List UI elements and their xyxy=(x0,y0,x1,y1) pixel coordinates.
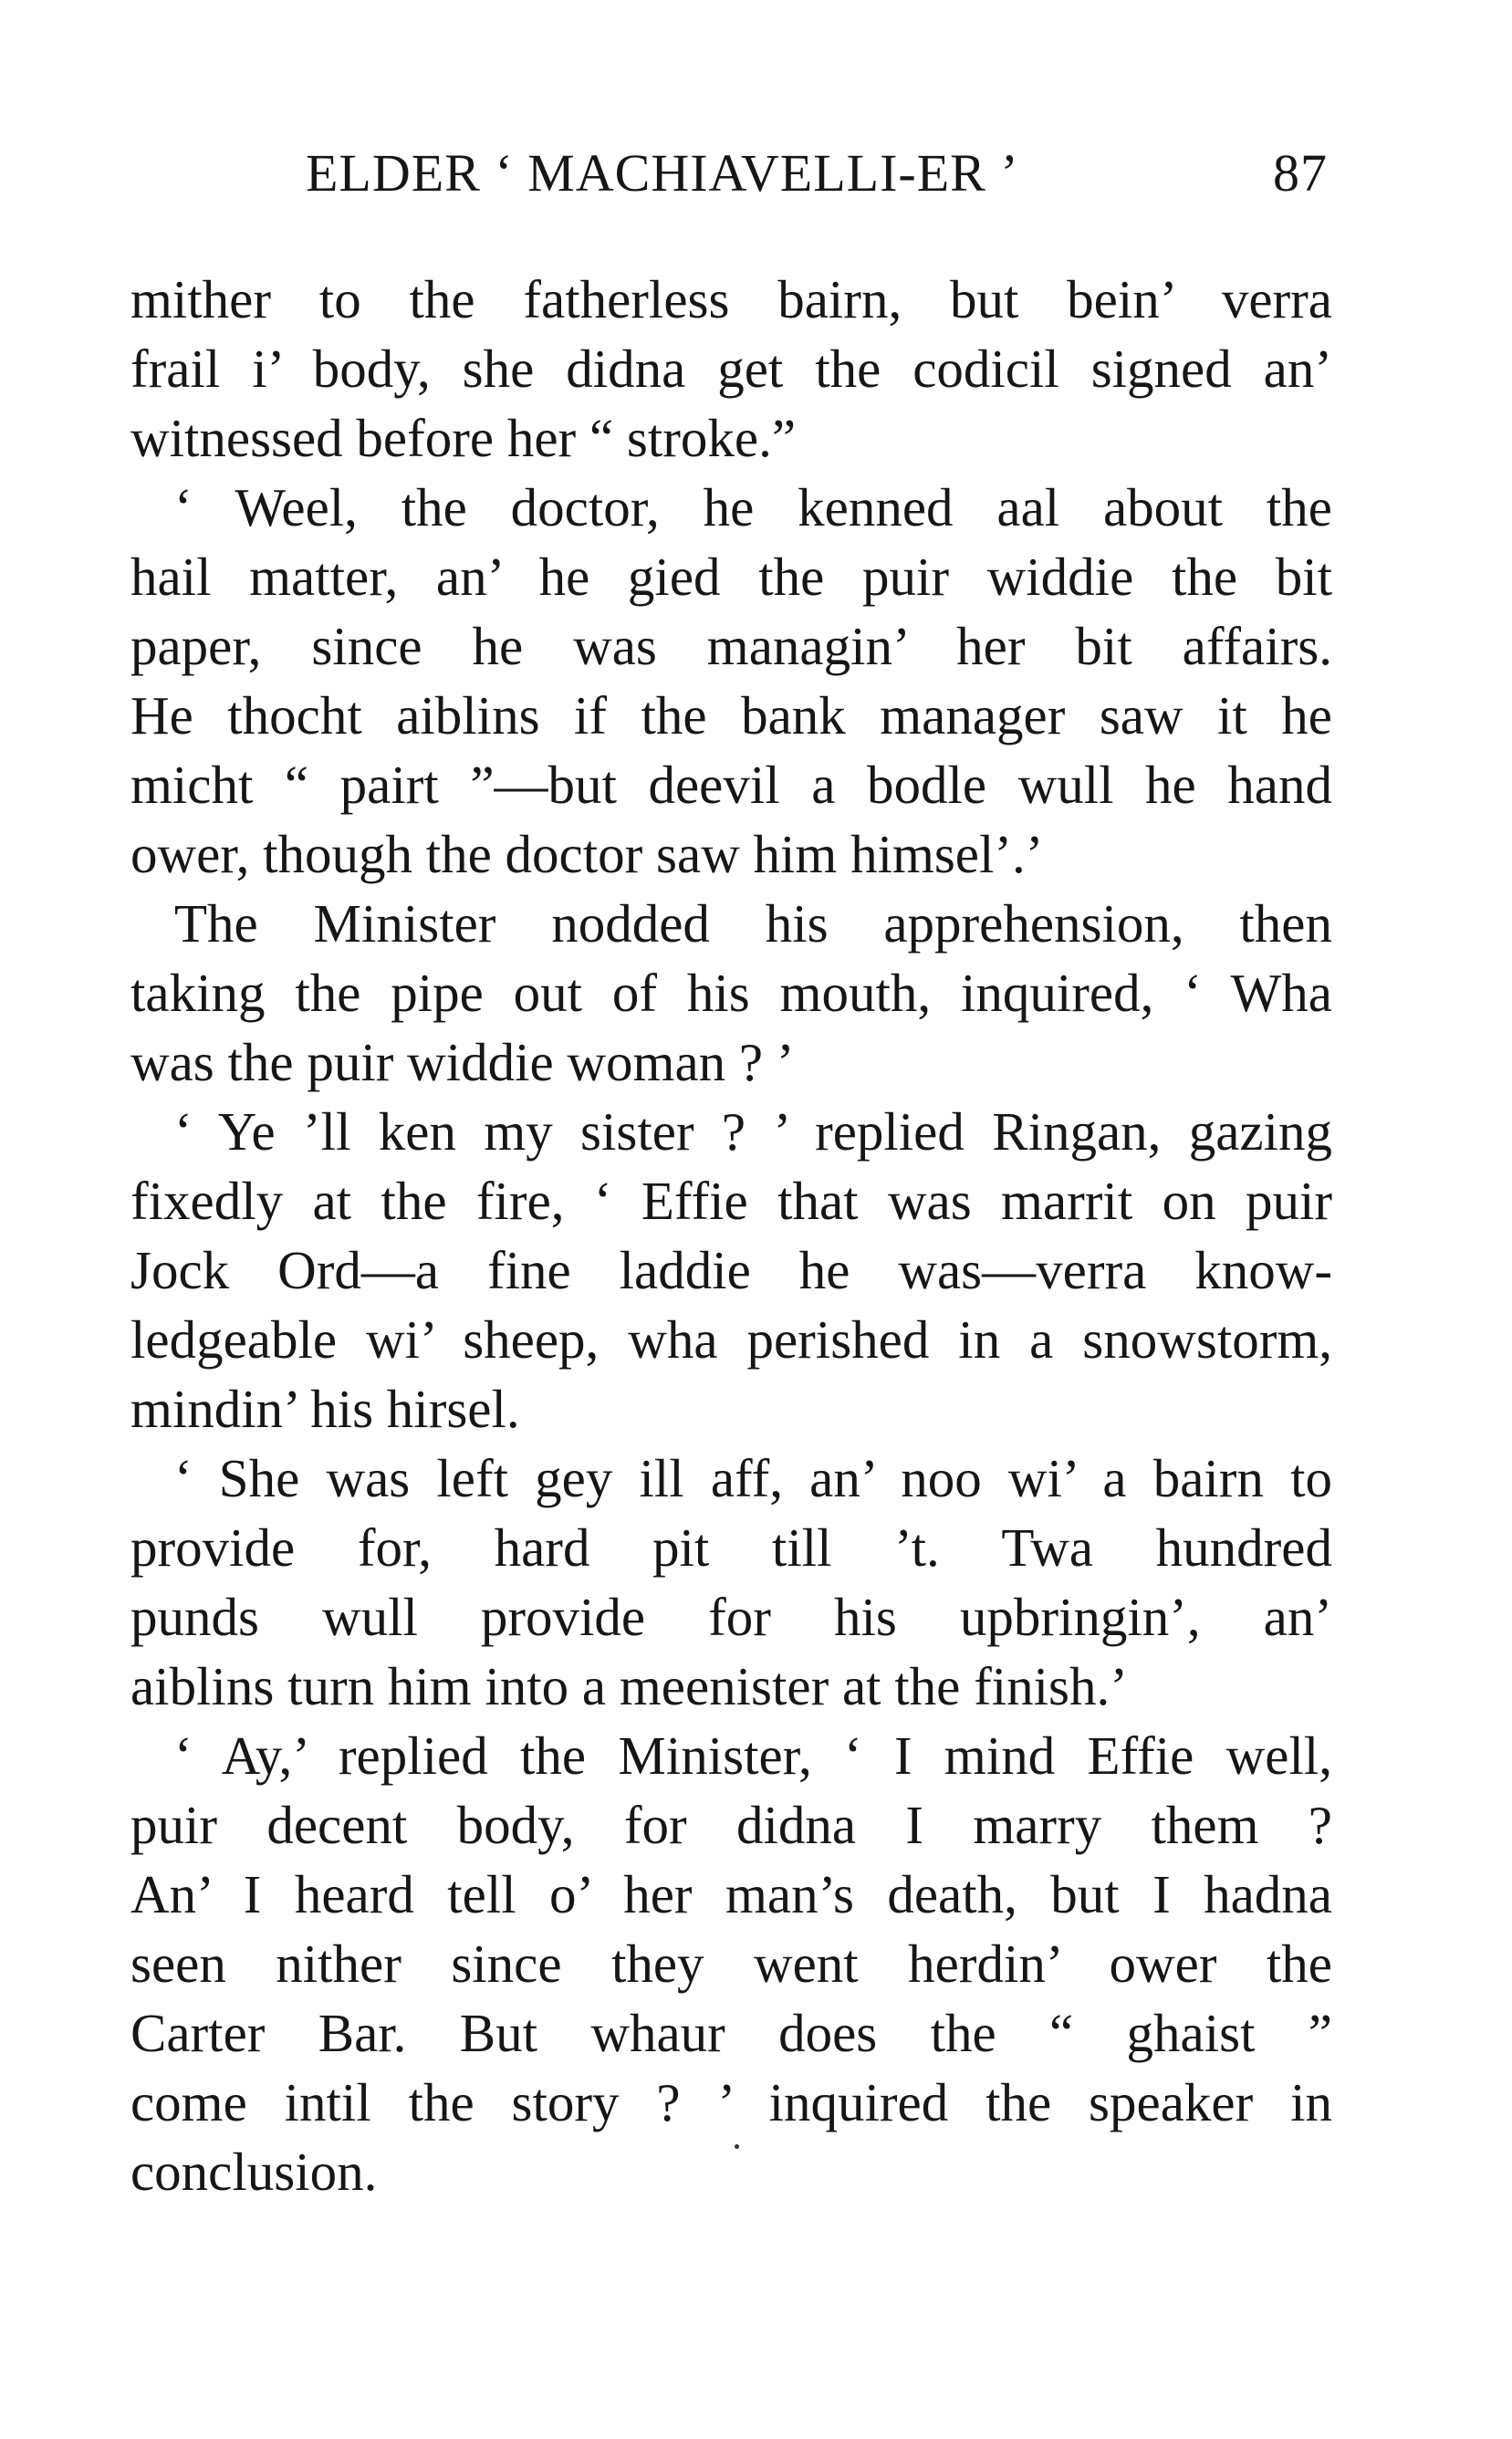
text-line: fixedly at the fire, ‘ Effie that was marrit on puir xyxy=(130,1171,1332,1231)
text-line: Jock Ord—a fine laddie he was—verra know- xyxy=(130,1240,1332,1300)
text-line: mither to the fatherless bairn, but bein’ verra xyxy=(130,269,1332,329)
text-line: provide for, hard pit till ’t. Twa hundred xyxy=(130,1517,1332,1578)
text-line: taking the pipe out of his mouth, inquired, ‘ Wha xyxy=(130,963,1332,1023)
text-line: ‘ Ay,’ replied the Minister, ‘ I mind Effie well, xyxy=(174,1725,1332,1786)
running-head xyxy=(306,137,1328,210)
text-line: aiblins turn him into a meenister at the finish.’ xyxy=(130,1656,1128,1716)
text-line: micht “ pairt ”—but deevil a bodle wull he hand xyxy=(130,755,1332,815)
text-line: witnessed before her “ stroke.” xyxy=(130,408,797,468)
text-line: paper, since he was managin’ her bit affairs. xyxy=(130,616,1332,676)
text-line: Carter Bar. But whaur does the “ ghaist ” xyxy=(130,2003,1332,2063)
text-line: ower, though the doctor saw him himsel’.’ xyxy=(130,824,1044,884)
text-line: conclusion. xyxy=(130,2142,378,2202)
page-number: 87 xyxy=(1273,143,1328,203)
text-line: He thocht aiblins if the bank manager saw it he xyxy=(130,685,1332,745)
text-line: An’ I heard tell o’ her man’s death, but I hadna xyxy=(130,1864,1332,1924)
text-line: punds wull provide for his upbringin’, an’ xyxy=(130,1587,1332,1647)
text-line: puir decent body, for didna I marry them ? xyxy=(130,1795,1332,1855)
text-line: seen nither since they went herdin’ ower the xyxy=(130,1933,1332,1994)
text-line: mindin’ his hirsel. xyxy=(130,1379,520,1439)
text-line: ‘ Ye ’ll ken my sister ? ’ replied Ringan, gazing xyxy=(174,1101,1332,1162)
text-line: The Minister nodded his apprehension, then xyxy=(174,893,1332,954)
text-line: ledgeable wi’ sheep, wha perished in a snowstorm, xyxy=(130,1309,1332,1370)
body-text xyxy=(130,265,1332,2206)
ink-dot xyxy=(735,2144,739,2149)
chapter-title: ELDER ‘ MACHIAVELLI-ER ’ xyxy=(306,143,1019,203)
text-line: hail matter, an’ he gied the puir widdie the bit xyxy=(130,547,1332,607)
text-line: ‘ Weel, the doctor, he kenned aal about the xyxy=(174,477,1332,537)
text-line: come intil the story ? ’ inquired the speaker in xyxy=(130,2072,1332,2132)
text-line: ‘ She was left gey ill aff, an’ noo wi’ a bairn to xyxy=(174,1448,1332,1508)
text-line: was the puir widdie woman ? ’ xyxy=(130,1032,795,1092)
text-line: frail i’ body, she didna get the codicil signed an’ xyxy=(130,339,1332,399)
